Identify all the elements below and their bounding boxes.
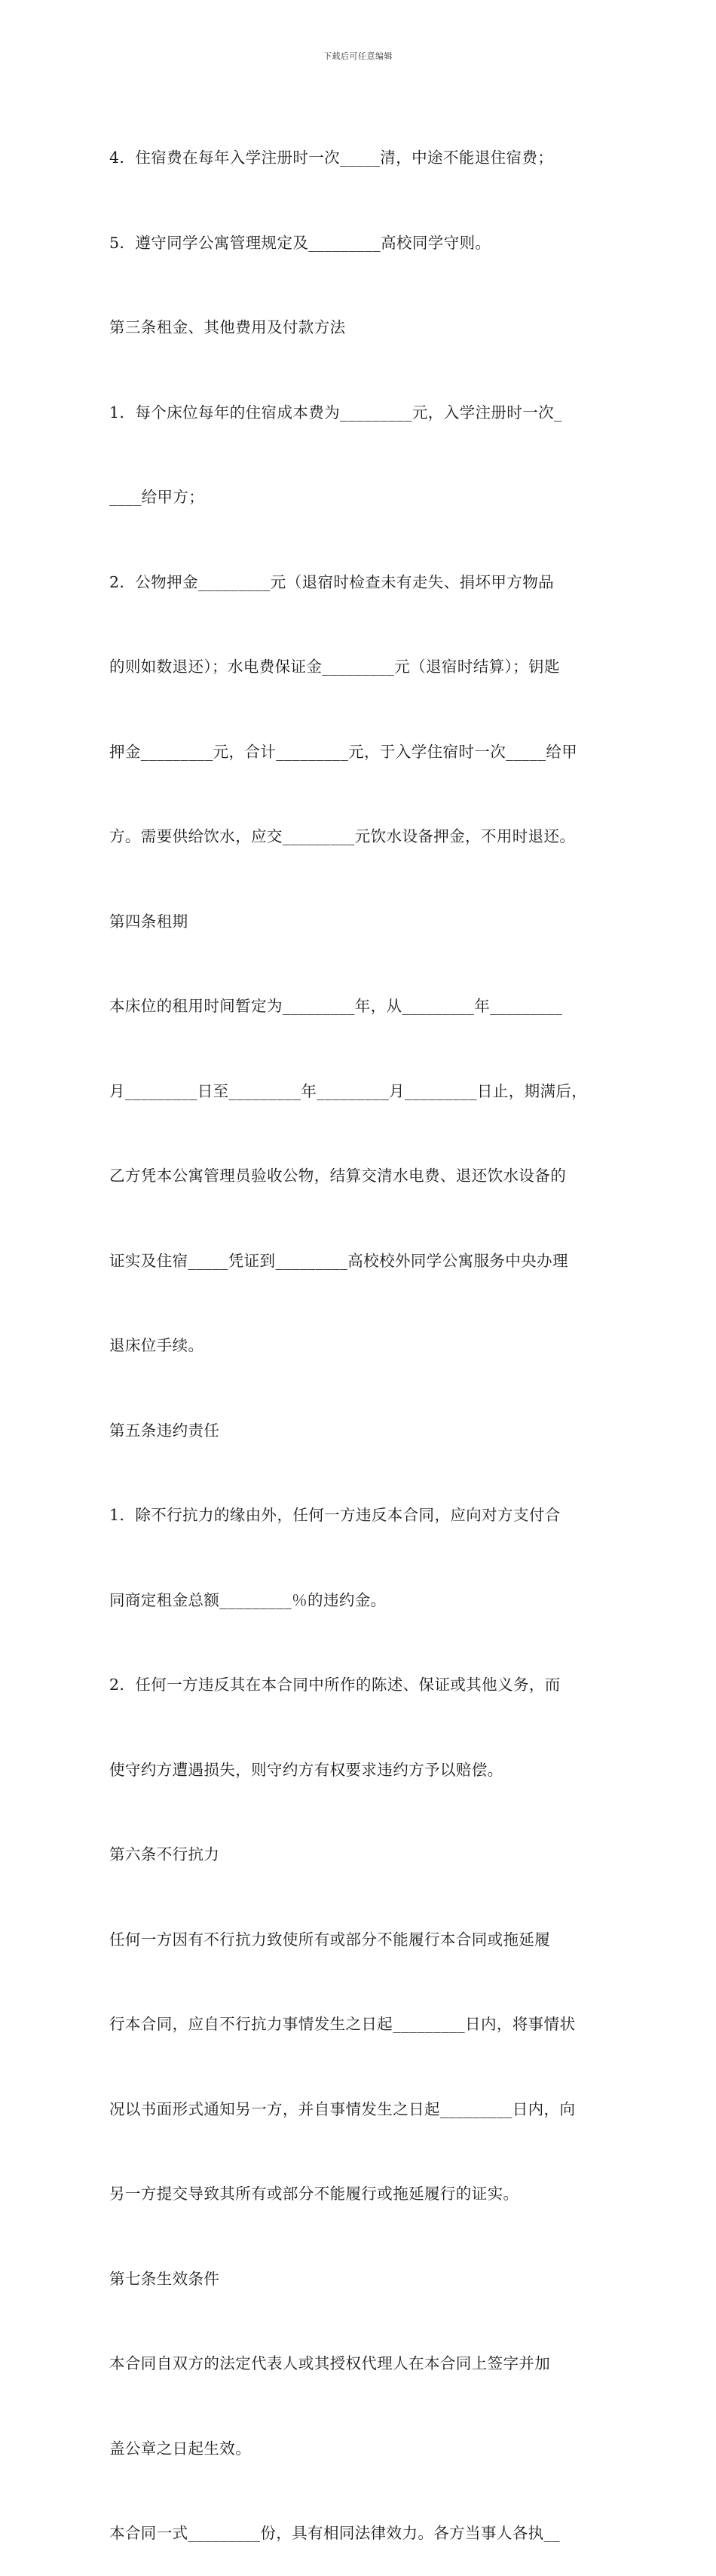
section-heading: 第三条租金、其他费用及付款方法 xyxy=(109,318,346,336)
text-line: 证实及住宿_____凭证到_________高校校外同学公寓服务中央办理 xyxy=(109,1251,568,1270)
section-heading: 第六条不行抗力 xyxy=(109,1845,220,1863)
text-line: 行本合同，应自不行抗力事情发生之日起_________日内，将事情状 xyxy=(109,2015,576,2033)
text-line: 本床位的租用时间暂定为_________年，从_________年_________ xyxy=(109,997,563,1015)
text-line: 的则如数退还）；水电费保证金_________元（退宿时结算）；钥匙 xyxy=(109,658,560,676)
text-line: 本合同自双方的法定代表人或其授权代理人在本合同上签字并加 xyxy=(109,2354,551,2372)
text-line: 4．住宿费在每年入学注册时一次_____清，中途不能退住宿费； xyxy=(109,149,554,167)
text-line: 方。需要供给饮水，应交_________元饮水设备押金，不用时退还。 xyxy=(109,827,576,845)
section-heading: 第七条生效条件 xyxy=(109,2269,220,2288)
text-line: 同商定租金总额_________％的违约金。 xyxy=(109,1590,387,1609)
section-heading: 第五条违约责任 xyxy=(109,1421,220,1440)
text-line: 2．公物押金_________元（退宿时检查未有走失、捐坏甲方物品 xyxy=(109,572,554,591)
text-line: 押金_________元，合计_________元，于入学住宿时一次_____给甲 xyxy=(109,742,578,761)
text-line: 乙方凭本公寓管理员验收公物，结算交清水电费、退还饮水设备的 xyxy=(109,1167,567,1185)
text-line: 盖公章之日起生效。 xyxy=(109,2439,252,2458)
text-line: 月_________日至_________年_________月_________日止，期满后， xyxy=(109,1081,588,1100)
text-line: 退床位手续。 xyxy=(109,1336,204,1354)
section-heading: 第四条租期 xyxy=(109,912,188,931)
text-line: 使守约方遭遇损失，则守约方有权要求违约方予以赔偿。 xyxy=(109,1760,503,1779)
text-line: 5．遵守同学公寓管理规定及_________高校同学守则。 xyxy=(109,233,491,252)
text-line: 2．任何一方违反其在本合同中所作的陈述、保证或其他义务，而 xyxy=(109,1676,561,1694)
text-line: 本合同一式_________份，具有相同法律效力。各方当事人各执__ xyxy=(109,2524,560,2542)
text-line: 1．每个床位每年的住宿成本费为_________元，入学注册时一次_ xyxy=(109,403,562,422)
page-header: 下载后可任意编辑 xyxy=(323,51,393,61)
text-line: 1．除不行抗力的缘由外，任何一方违反本合同，应向对方支付合 xyxy=(109,1506,561,1524)
document-body xyxy=(109,87,610,2576)
text-line: 任何一方因有不行抗力致使所有或部分不能履行本合同或拖延履 xyxy=(109,1930,551,1949)
text-line: 况以书面形式通知另一方，并自事情发生之日起_________日内，向 xyxy=(109,2099,576,2118)
text-line: 另一方提交导致其所有或部分不能履行或拖延履行的证实。 xyxy=(109,2185,519,2203)
text-line: ____给甲方； xyxy=(109,488,205,506)
